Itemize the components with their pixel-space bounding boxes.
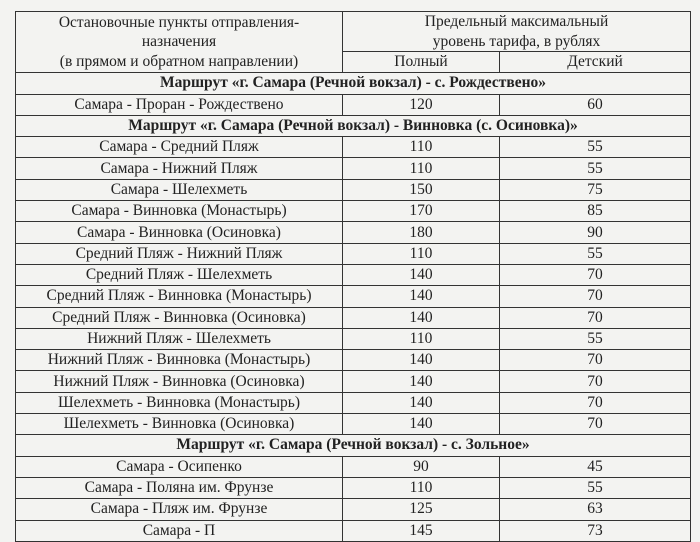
stops-cell: Шелехметь - Винновка (Осиновка): [16, 414, 343, 435]
child-fare-cell: 70: [500, 350, 691, 371]
table-row: [16, 350, 691, 371]
table-row: [16, 137, 691, 158]
stops-cell: Самара - Винновка (Монастырь): [16, 201, 343, 222]
route-row: [16, 115, 691, 136]
child-fare-cell: 70: [500, 392, 691, 413]
full-fare-cell: 140: [343, 307, 500, 328]
stops-cell: Самара - П: [16, 520, 343, 541]
child-fare-cell: 75: [500, 179, 691, 200]
stops-cell: Нижний Пляж - Винновка (Монастырь): [16, 350, 343, 371]
full-fare-cell: 140: [343, 264, 500, 285]
stops-cell: Самара - Средний Пляж: [16, 137, 343, 158]
full-fare-cell: 110: [343, 328, 500, 349]
child-fare-cell: 90: [500, 222, 691, 243]
full-fare-cell: 110: [343, 243, 500, 264]
table-row: [16, 414, 691, 435]
child-fare-cell: 73: [500, 520, 691, 541]
table-row: [16, 264, 691, 285]
child-fare-cell: 70: [500, 264, 691, 285]
stops-cell: Средний Пляж - Нижний Пляж: [16, 243, 343, 264]
table-row: [16, 179, 691, 200]
table-row: [16, 94, 691, 115]
child-fare-cell: 70: [500, 307, 691, 328]
tariff-header: [343, 12, 691, 52]
full-fare-cell: 140: [343, 392, 500, 413]
stops-cell: Самара - Поляна им. Фрунзе: [16, 477, 343, 498]
full-fare-cell: 180: [343, 222, 500, 243]
full-fare-cell: 140: [343, 286, 500, 307]
full-fare-cell: 170: [343, 201, 500, 222]
child-fare-cell: 55: [500, 328, 691, 349]
table-row: [16, 371, 691, 392]
header-line: назначения: [141, 33, 217, 51]
stops-cell: Самара - Нижний Пляж: [16, 158, 343, 179]
full-fare-cell: 110: [343, 137, 500, 158]
table-row: [16, 456, 691, 477]
child-fare-cell: 70: [500, 371, 691, 392]
full-fare-cell: 90: [343, 456, 500, 477]
stops-cell: Самара - Винновка (Осиновка): [16, 222, 343, 243]
table-row: [16, 158, 691, 179]
header-line: уровень тарифа, в рублях: [432, 32, 601, 50]
table-row: [16, 307, 691, 328]
table-row: [16, 477, 691, 498]
table-row: [16, 201, 691, 222]
child-header: Детский: [500, 52, 691, 73]
stops-cell: Средний Пляж - Винновка (Монастырь): [16, 286, 343, 307]
child-fare-cell: 55: [500, 137, 691, 158]
full-fare-cell: 140: [343, 350, 500, 371]
route-title: Маршрут «г. Самара (Речной вокзал) - с. Зольное»: [16, 435, 691, 456]
child-fare-cell: 60: [500, 94, 691, 115]
stops-cell: Шелехметь - Винновка (Монастырь): [16, 392, 343, 413]
table-row: [16, 243, 691, 264]
full-fare-cell: 140: [343, 414, 500, 435]
route-row: [16, 435, 691, 456]
stops-cell: Средний Пляж - Винновка (Осиновка): [16, 307, 343, 328]
table-row: [16, 286, 691, 307]
header-line: (в прямом и обратном направлении): [59, 52, 299, 70]
full-fare-cell: 120: [343, 94, 500, 115]
table-row: [16, 222, 691, 243]
full-fare-cell: 110: [343, 477, 500, 498]
route-title: Маршрут «г. Самара (Речной вокзал) - с. Рождествено»: [16, 73, 691, 94]
header-line: Остановочные пункты отправления-: [58, 13, 300, 31]
child-fare-cell: 70: [500, 286, 691, 307]
stops-cell: Нижний Пляж - Винновка (Осиновка): [16, 371, 343, 392]
route-title: Маршрут «г. Самара (Речной вокзал) - Винновка (с. Осиновка)»: [16, 115, 691, 136]
table-row: [16, 520, 691, 541]
child-fare-cell: 45: [500, 456, 691, 477]
stops-cell: Самара - Проран - Рождествено: [16, 94, 343, 115]
child-fare-cell: 70: [500, 414, 691, 435]
child-fare-cell: 55: [500, 477, 691, 498]
child-fare-cell: 55: [500, 243, 691, 264]
full-fare-cell: 125: [343, 499, 500, 520]
route-row: [16, 73, 691, 94]
full-header: Полный: [343, 52, 500, 73]
stops-cell: Нижний Пляж - Шелехметь: [16, 328, 343, 349]
full-fare-cell: 150: [343, 179, 500, 200]
child-fare-cell: 55: [500, 158, 691, 179]
full-fare-cell: 145: [343, 520, 500, 541]
table-row: [16, 392, 691, 413]
stops-cell: Самара - Осипенко: [16, 456, 343, 477]
stops-cell: Самара - Пляж им. Фрунзе: [16, 499, 343, 520]
tariff-table: [15, 11, 691, 542]
stops-cell: Самара - Шелехметь: [16, 179, 343, 200]
full-fare-cell: 140: [343, 371, 500, 392]
stops-header: [16, 12, 343, 73]
child-fare-cell: 85: [500, 201, 691, 222]
table-row: [16, 499, 691, 520]
header-line: Предельный максимальный: [424, 13, 609, 30]
child-fare-cell: 63: [500, 499, 691, 520]
table-row: [16, 328, 691, 349]
stops-cell: Средний Пляж - Шелехметь: [16, 264, 343, 285]
full-fare-cell: 110: [343, 158, 500, 179]
